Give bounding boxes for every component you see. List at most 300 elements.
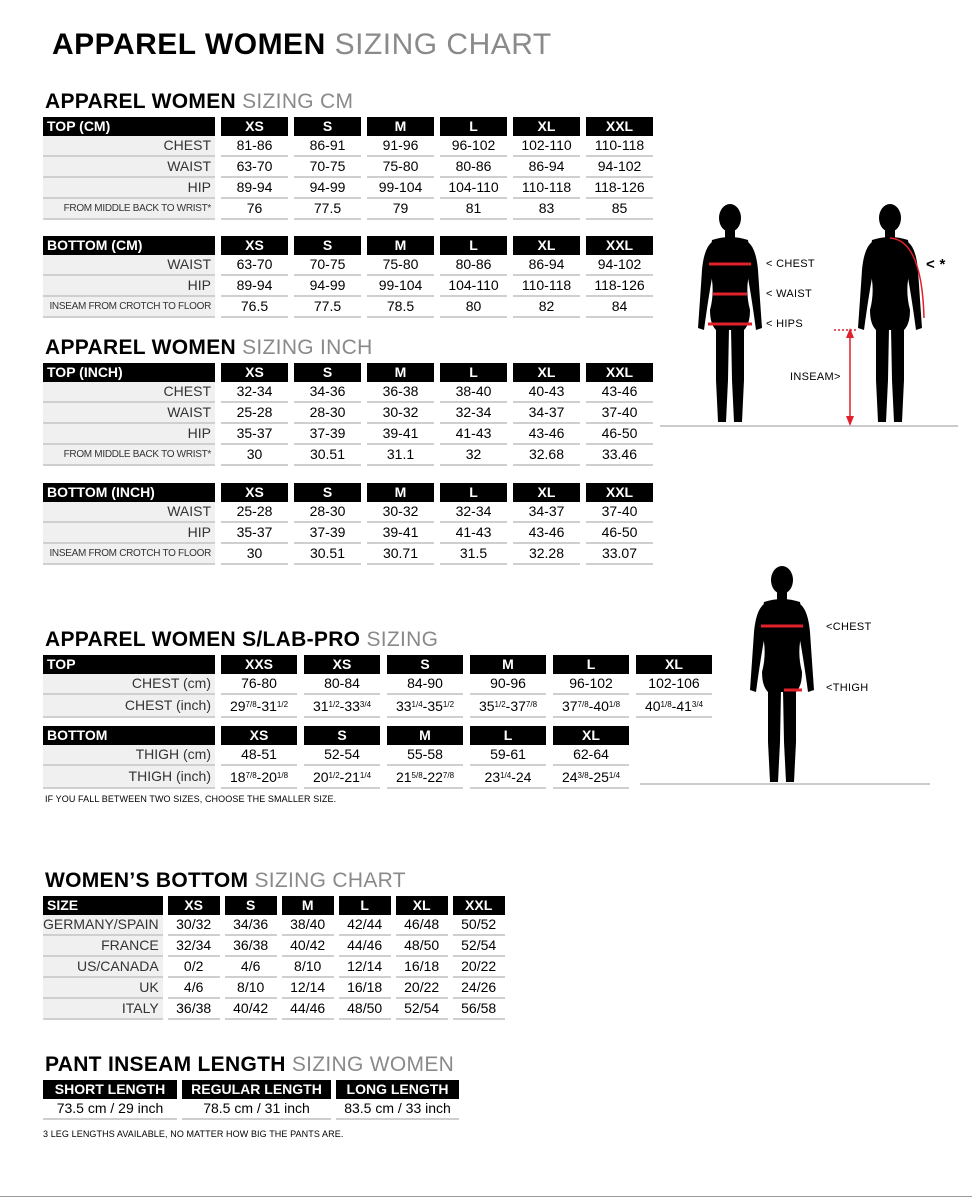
row-label: WAIST (43, 403, 215, 424)
fraction-part: 3/8 (577, 771, 589, 780)
fraction-part: 1/2 (276, 700, 289, 709)
inch-top-table (43, 363, 653, 466)
table-cell: 41-43 (440, 424, 507, 445)
row-label: THIGH (cm) (43, 745, 215, 766)
table-cell (304, 766, 380, 789)
fraction-part: 3/4 (359, 700, 372, 709)
table-cell: 4/6 (225, 957, 277, 978)
inseam-section-title (45, 1053, 454, 1077)
page-bottom-rule (0, 1196, 972, 1197)
fraction-part: 1/8 (608, 700, 621, 709)
table-cell: 52/54 (396, 999, 448, 1020)
fraction-part: 1/2 (328, 771, 340, 780)
fraction-part: 7/8 (525, 700, 538, 709)
table-cell: 104-110 (440, 276, 507, 297)
number-part: 20 (312, 769, 329, 785)
row-label: WAIST (43, 157, 215, 178)
label-waist: < WAIST (766, 288, 813, 300)
number-part: -20 (256, 769, 277, 785)
number-part: -25 (588, 769, 609, 785)
table-cell: 99-104 (367, 178, 434, 199)
woman-back-silhouette (858, 204, 922, 422)
size-header: L (440, 483, 507, 502)
table-cell: 30 (221, 445, 288, 466)
row-label: CHEST (cm) (43, 674, 215, 695)
page-title-bold: APPAREL WOMEN (52, 28, 326, 61)
number-part: -41 (671, 698, 692, 714)
table-cell: 32-34 (221, 382, 288, 403)
table-cell: 83 (513, 199, 580, 220)
row-label: HIP (43, 424, 215, 445)
table-header-label: BOTTOM (CM) (43, 236, 215, 255)
row-label: FRANCE (43, 936, 163, 957)
table-cell: 110-118 (513, 178, 580, 199)
table-row (43, 382, 653, 403)
table-cell: 62-64 (553, 745, 629, 766)
table-cell: 76 (221, 199, 288, 220)
number-part: -40 (588, 698, 609, 714)
table-cell: 20/22 (396, 978, 448, 999)
regular-length-header: REGULAR LENGTH (182, 1080, 331, 1099)
bottom-title-bold: WOMEN’S BOTTOM (45, 869, 249, 892)
number-part: 21 (395, 769, 412, 785)
table-cell (470, 695, 546, 718)
table-cell: 52/54 (453, 936, 505, 957)
fraction-part: 1/4 (608, 771, 621, 780)
table-cell: 30.51 (294, 445, 361, 466)
table-cell: 32 (440, 445, 507, 466)
size-header: S (304, 726, 380, 745)
table-cell: 31.1 (367, 445, 434, 466)
size-header: S (294, 483, 361, 502)
table-cell: 37-40 (586, 403, 653, 424)
table-cell: 34-37 (513, 403, 580, 424)
table-row (43, 445, 653, 466)
page-title-light: SIZING CHART (334, 28, 552, 61)
table-cell: 41-43 (440, 523, 507, 544)
number-part: -35 (422, 698, 443, 714)
table-cell: 30.71 (367, 544, 434, 565)
table-cell: 8/10 (225, 978, 277, 999)
table-cell: 35-37 (221, 523, 288, 544)
table-cell: 80-86 (440, 157, 507, 178)
table-row (43, 276, 653, 297)
number-part: -21 (339, 769, 360, 785)
table-cell: 37-40 (586, 502, 653, 523)
short-length-header: SHORT LENGTH (43, 1080, 177, 1099)
label-slab-thigh: <THIGH (826, 682, 869, 694)
table-cell: 33.46 (586, 445, 653, 466)
number-part: 18 (229, 769, 246, 785)
cm-bottom-table (43, 236, 653, 318)
table-cell (553, 695, 629, 718)
table-cell: 25-28 (221, 502, 288, 523)
table-cell (387, 695, 463, 718)
number-part: 23 (484, 769, 501, 785)
short-length-value: 73.5 cm / 29 inch (43, 1099, 177, 1120)
table-cell: 81 (440, 199, 507, 220)
number-part: -31 (256, 698, 277, 714)
table-cell: 104-110 (440, 178, 507, 199)
row-label: WAIST (43, 255, 215, 276)
table-cell: 0/2 (168, 957, 220, 978)
table-cell: 110-118 (513, 276, 580, 297)
table-cell: 32-34 (440, 502, 507, 523)
size-header: XL (513, 117, 580, 136)
label-slab-chest: <CHEST (826, 621, 872, 633)
fraction-part: 1/2 (494, 700, 506, 709)
row-label: INSEAM FROM CROTCH TO FLOOR (43, 544, 215, 565)
table-cell: 44/46 (339, 936, 391, 957)
fraction-part: 1/8 (660, 700, 672, 709)
table-cell: 12/14 (339, 957, 391, 978)
slab-title-light: SIZING (366, 628, 439, 651)
table-cell: 36/38 (168, 999, 220, 1020)
table-cell: 34-37 (513, 502, 580, 523)
size-header: XS (221, 236, 288, 255)
size-header: XL (513, 363, 580, 382)
table-header-label: SIZE (43, 896, 163, 915)
fraction-part: 1/8 (276, 771, 289, 780)
table-cell: 44/46 (282, 999, 334, 1020)
table-cell: 52-54 (304, 745, 380, 766)
row-label: INSEAM FROM CROTCH TO FLOOR (43, 297, 215, 318)
size-header: S (225, 896, 277, 915)
table-row (43, 544, 653, 565)
table-cell: 4/6 (168, 978, 220, 999)
table-cell: 99-104 (367, 276, 434, 297)
table-cell: 48/50 (339, 999, 391, 1020)
cm-top-table (43, 117, 653, 220)
fraction-part: 7/8 (442, 771, 455, 780)
size-header: M (367, 236, 434, 255)
table-cell: 8/10 (282, 957, 334, 978)
size-header: M (367, 117, 434, 136)
table-cell: 85 (586, 199, 653, 220)
size-header: XL (636, 655, 712, 674)
table-cell: 40/42 (225, 999, 277, 1020)
fraction-part: 1/2 (328, 700, 340, 709)
table-cell: 46/48 (396, 915, 448, 936)
inch-title-bold: APPAREL WOMEN (45, 336, 236, 359)
table-cell: 38-40 (440, 382, 507, 403)
size-header: XXL (586, 363, 653, 382)
long-length-header: LONG LENGTH (336, 1080, 459, 1099)
table-cell: 35-37 (221, 424, 288, 445)
table-row (43, 157, 653, 178)
body-figure-slab (640, 562, 940, 790)
body-figure-front-back (660, 200, 960, 435)
slab-section-title (45, 628, 438, 652)
table-row (43, 136, 653, 157)
size-header: S (294, 117, 361, 136)
table-cell: 30-32 (367, 502, 434, 523)
label-back-star: < * (926, 256, 946, 273)
table-cell: 86-94 (513, 255, 580, 276)
bottom-section-title (45, 869, 406, 893)
table-cell: 40/42 (282, 936, 334, 957)
number-part: -37 (505, 698, 526, 714)
size-header: XXL (453, 896, 505, 915)
number-part: 33 (395, 698, 412, 714)
label-chest: < CHEST (766, 258, 815, 270)
table-cell: 34-36 (294, 382, 361, 403)
table-cell: 89-94 (221, 276, 288, 297)
table-cell: 48/50 (396, 936, 448, 957)
table-cell: 43-46 (513, 523, 580, 544)
womens-bottom-table (43, 896, 505, 1020)
table-cell: 37-39 (294, 523, 361, 544)
row-label: CHEST (inch) (43, 695, 215, 718)
table-cell (470, 766, 546, 789)
slab-bottom-table (43, 726, 629, 789)
row-label: UK (43, 978, 163, 999)
table-cell: 89-94 (221, 178, 288, 199)
table-cell: 102-110 (513, 136, 580, 157)
size-header: XXL (586, 236, 653, 255)
table-cell (304, 695, 380, 718)
table-cell: 94-99 (294, 178, 361, 199)
row-label: THIGH (inch) (43, 766, 215, 789)
table-header-label: TOP (43, 655, 215, 674)
inseam-arrow-bottom (846, 416, 854, 426)
table-cell: 96-102 (440, 136, 507, 157)
table-cell: 28-30 (294, 403, 361, 424)
size-header: S (294, 363, 361, 382)
table-row (43, 424, 653, 445)
cm-section-title (45, 90, 353, 114)
fraction-part: 7/8 (245, 700, 257, 709)
table-cell: 31.5 (440, 544, 507, 565)
size-header: XXS (221, 655, 297, 674)
row-label: GERMANY/SPAIN (43, 915, 163, 936)
table-cell: 80-86 (440, 255, 507, 276)
number-part: -24 (511, 769, 532, 785)
table-header-label: BOTTOM (43, 726, 215, 745)
size-header: XL (396, 896, 448, 915)
table-cell: 76.5 (221, 297, 288, 318)
table-cell: 33.07 (586, 544, 653, 565)
size-header: L (339, 896, 391, 915)
table-cell: 37-39 (294, 424, 361, 445)
row-label: ITALY (43, 999, 163, 1020)
table-cell: 118-126 (586, 178, 653, 199)
table-cell: 80 (440, 297, 507, 318)
inch-title-light: SIZING INCH (242, 336, 373, 359)
cm-title-bold: APPAREL WOMEN (45, 90, 236, 113)
fraction-part: 1/4 (411, 700, 423, 709)
row-label: HIP (43, 523, 215, 544)
table-cell: 43-46 (586, 382, 653, 403)
size-header: S (387, 655, 463, 674)
label-inseam: INSEAM> (790, 371, 841, 383)
number-part: -22 (422, 769, 443, 785)
table-cell: 40-43 (513, 382, 580, 403)
number-part: 37 (561, 698, 578, 714)
table-cell (221, 695, 297, 718)
table-cell: 42/44 (339, 915, 391, 936)
table-cell: 55-58 (387, 745, 463, 766)
table-cell: 118-126 (586, 276, 653, 297)
long-length-value: 83.5 cm / 33 inch (336, 1099, 459, 1120)
row-label: CHEST (43, 136, 215, 157)
table-cell: 77.5 (294, 297, 361, 318)
fraction-part: 1/2 (442, 700, 455, 709)
table-cell: 86-91 (294, 136, 361, 157)
inseam-title-bold: PANT INSEAM LENGTH (45, 1053, 286, 1076)
table-row (43, 255, 653, 276)
table-cell: 70-75 (294, 255, 361, 276)
table-row (43, 915, 505, 936)
table-cell (553, 766, 629, 789)
table-cell: 81-86 (221, 136, 288, 157)
table-cell: 25-28 (221, 403, 288, 424)
table-header-label: TOP (CM) (43, 117, 215, 136)
table-row (43, 745, 629, 766)
size-header: S (294, 236, 361, 255)
table-cell: 30 (221, 544, 288, 565)
table-cell: 77.5 (294, 199, 361, 220)
table-row (43, 999, 505, 1020)
table-cell: 12/14 (282, 978, 334, 999)
fraction-part: 1/4 (359, 771, 372, 780)
table-cell: 80-84 (304, 674, 380, 695)
label-hips: < HIPS (766, 318, 803, 330)
inch-bottom-table (43, 483, 653, 565)
table-cell: 86-94 (513, 157, 580, 178)
woman-front-silhouette (698, 204, 762, 422)
table-cell: 30.51 (294, 544, 361, 565)
woman-slab-silhouette (750, 566, 814, 782)
page-title (52, 28, 552, 62)
table-cell: 32-34 (440, 403, 507, 424)
table-cell: 48-51 (221, 745, 297, 766)
size-header: XL (513, 483, 580, 502)
bottom-title-light: SIZING CHART (254, 869, 406, 892)
inseam-table (43, 1080, 459, 1120)
table-row (43, 766, 629, 789)
table-cell: 96-102 (553, 674, 629, 695)
table-row (43, 695, 712, 718)
size-header: XXL (586, 483, 653, 502)
table-cell: 79 (367, 199, 434, 220)
number-part: 40 (644, 698, 661, 714)
size-header: XL (513, 236, 580, 255)
table-cell: 75-80 (367, 255, 434, 276)
size-header: XS (221, 363, 288, 382)
row-label: HIP (43, 276, 215, 297)
size-header: M (282, 896, 334, 915)
slab-title-bold: APPAREL WOMEN S/LAB-PRO (45, 628, 361, 651)
size-header: L (440, 363, 507, 382)
size-header: XL (553, 726, 629, 745)
number-part: 24 (561, 769, 578, 785)
regular-length-value: 78.5 cm / 31 inch (182, 1099, 331, 1120)
size-header: XXL (586, 117, 653, 136)
table-cell: 30/32 (168, 915, 220, 936)
table-cell: 30-32 (367, 403, 434, 424)
size-header: L (470, 726, 546, 745)
size-header: M (470, 655, 546, 674)
table-cell: 91-96 (367, 136, 434, 157)
table-cell: 38/40 (282, 915, 334, 936)
table-cell: 84-90 (387, 674, 463, 695)
table-cell: 16/18 (339, 978, 391, 999)
number-part: 35 (478, 698, 495, 714)
table-header-label: BOTTOM (INCH) (43, 483, 215, 502)
table-cell: 28-30 (294, 502, 361, 523)
size-header: M (367, 363, 434, 382)
table-cell: 70-75 (294, 157, 361, 178)
table-cell: 39-41 (367, 424, 434, 445)
table-cell (387, 766, 463, 789)
inseam-title-light: SIZING WOMEN (291, 1053, 455, 1076)
table-cell: 76-80 (221, 674, 297, 695)
fraction-part: 7/8 (577, 700, 589, 709)
table-cell: 39-41 (367, 523, 434, 544)
table-header-label: TOP (INCH) (43, 363, 215, 382)
table-cell: 43-46 (513, 424, 580, 445)
slab-top-table (43, 655, 712, 718)
cm-title-light: SIZING CM (242, 90, 354, 113)
table-cell: 56/58 (453, 999, 505, 1020)
size-header: XS (221, 483, 288, 502)
table-cell: 94-99 (294, 276, 361, 297)
table-cell: 32.68 (513, 445, 580, 466)
table-row (43, 199, 653, 220)
table-row (43, 957, 505, 978)
slab-note: IF YOU FALL BETWEEN TWO SIZES, CHOOSE THE SMALLER SIZE. (45, 794, 337, 804)
table-cell: 90-96 (470, 674, 546, 695)
number-part: 31 (312, 698, 329, 714)
table-cell: 50/52 (453, 915, 505, 936)
inch-section-title (45, 336, 373, 360)
table-row (43, 674, 712, 695)
row-label: CHEST (43, 382, 215, 403)
number-part: 29 (229, 698, 246, 714)
table-cell: 63-70 (221, 157, 288, 178)
table-cell: 24/26 (453, 978, 505, 999)
table-cell: 46-50 (586, 523, 653, 544)
table-cell: 63-70 (221, 255, 288, 276)
size-header: M (367, 483, 434, 502)
size-header: M (387, 726, 463, 745)
size-header: L (553, 655, 629, 674)
fraction-part: 3/4 (691, 700, 704, 709)
fraction-part: 7/8 (245, 771, 257, 780)
table-cell: 94-102 (586, 157, 653, 178)
table-cell: 59-61 (470, 745, 546, 766)
table-row (43, 403, 653, 424)
row-label: FROM MIDDLE BACK TO WRIST* (43, 445, 215, 466)
row-label: HIP (43, 178, 215, 199)
table-cell: 32.28 (513, 544, 580, 565)
table-row (43, 502, 653, 523)
size-header: XS (221, 117, 288, 136)
table-cell: 34/36 (225, 915, 277, 936)
table-cell: 16/18 (396, 957, 448, 978)
row-label: FROM MIDDLE BACK TO WRIST* (43, 199, 215, 220)
table-cell: 102-106 (636, 674, 712, 695)
fraction-part: 1/4 (500, 771, 512, 780)
size-header: XS (221, 726, 297, 745)
number-part: -33 (339, 698, 360, 714)
table-row (43, 297, 653, 318)
row-label: WAIST (43, 502, 215, 523)
table-cell: 78.5 (367, 297, 434, 318)
table-cell: 32/34 (168, 936, 220, 957)
table-row (43, 978, 505, 999)
